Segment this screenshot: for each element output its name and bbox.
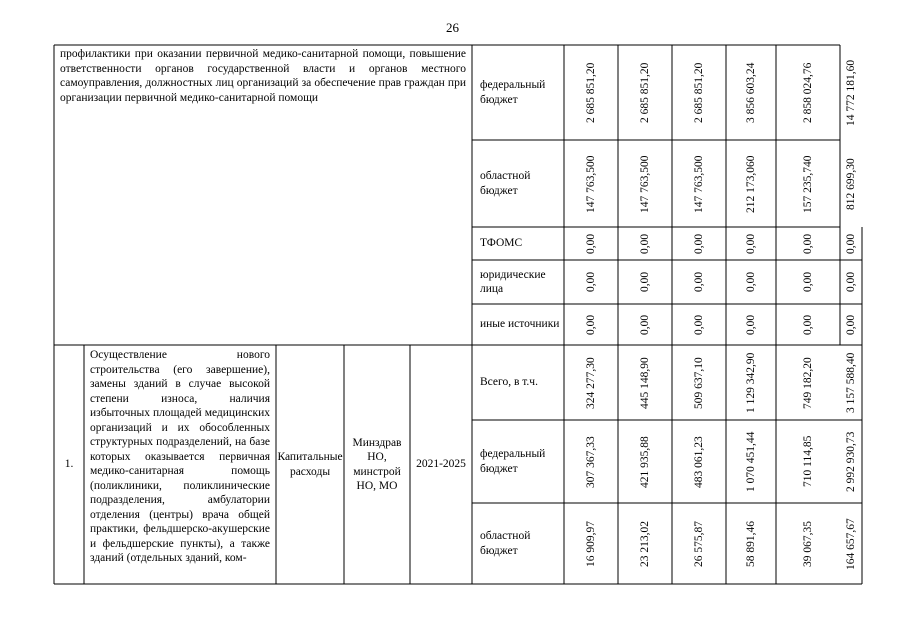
value-cell: 0,00	[639, 233, 651, 254]
value-cell: 0,00	[845, 314, 857, 335]
value-cell: 324 277,30	[585, 356, 597, 409]
value-cell: 157 235,740	[802, 155, 814, 213]
value-cell: 0,00	[639, 271, 651, 292]
value-cell: 23 213,02	[639, 520, 651, 567]
top-description: профилактики при оказании первичной медико-санитарной помощи, повышение ответственности органов государственной власти и органов местного самоуправления, должностных лиц организаций за обеспечение прав граждан при организации первичной медико-санитарной помощи	[60, 48, 466, 104]
value-cell: 26 575,87	[693, 520, 705, 567]
value-cell: 16 909,97	[585, 520, 597, 567]
value-cell: 509 637,10	[693, 356, 705, 409]
value-cell: 812 699,30	[845, 157, 857, 210]
value-cell: 14 772 181,60	[845, 59, 857, 126]
source-label: ТФОМС	[480, 237, 523, 250]
item-executor: Минздрав НО, минстрой НО, МО	[352, 436, 402, 492]
value-cell: 3 157 588,40	[845, 352, 857, 413]
value-cell: 445 148,90	[639, 356, 651, 409]
value-cell: 2 992 930,73	[845, 431, 857, 492]
source-label: федеральный бюджет	[480, 448, 546, 475]
value-cell: 0,00	[802, 271, 814, 292]
value-cell: 0,00	[802, 314, 814, 335]
value-cell: 307 367,33	[585, 435, 597, 488]
source-label: областной бюджет	[480, 170, 531, 197]
value-cell: 2 858 024,76	[802, 62, 814, 123]
value-cell: 0,00	[802, 233, 814, 254]
value-cell: 212 173,060	[745, 155, 757, 213]
value-cell: 0,00	[693, 314, 705, 335]
value-cell: 0,00	[745, 233, 757, 254]
source-label: Всего, в т.ч.	[480, 376, 538, 389]
value-cell: 147 763,500	[639, 155, 651, 213]
source-label: областной бюджет	[480, 530, 531, 557]
value-cell: 483 061,23	[693, 435, 705, 488]
value-cell: 0,00	[585, 233, 597, 254]
value-cell: 0,00	[845, 233, 857, 254]
value-cell: 710 114,85	[802, 435, 814, 487]
value-cell: 58 891,46	[745, 520, 757, 567]
value-cell: 147 763,500	[585, 155, 597, 213]
value-cell: 421 935,88	[639, 435, 651, 488]
value-cell: 749 182,20	[802, 356, 814, 409]
value-cell: 0,00	[585, 314, 597, 335]
value-cell: 2 685 851,20	[693, 62, 705, 123]
value-cell: 0,00	[693, 271, 705, 292]
item-period: 2021-2025	[416, 458, 466, 471]
value-cell: 164 657,67	[845, 517, 857, 570]
value-cell: 1 129 342,90	[745, 352, 757, 413]
value-cell: 2 685 851,20	[585, 62, 597, 123]
value-cell: 3 856 603,24	[745, 62, 757, 123]
page-number: 26	[446, 20, 459, 35]
value-cell: 0,00	[693, 233, 705, 254]
value-cell: 0,00	[639, 314, 651, 335]
source-label: федеральный бюджет	[480, 79, 546, 106]
value-cell: 1 070 451,44	[745, 431, 757, 492]
source-label: иные источники	[480, 318, 560, 331]
value-cell: 2 685 851,20	[639, 62, 651, 123]
item-type: Капитальные расходы	[277, 451, 343, 478]
value-cell: 0,00	[845, 271, 857, 292]
item-number: 1.	[64, 458, 74, 471]
source-label: юридические лица	[480, 268, 546, 295]
value-cell: 147 763,500	[693, 155, 705, 213]
value-cell: 0,00	[745, 314, 757, 335]
value-cell: 0,00	[745, 271, 757, 292]
value-cell: 0,00	[585, 271, 597, 292]
item-description: Осуществление нового строительства (его завершение), замены зданий в случае высокой степени износа, наличия избыточных площадей медицинских организаций и их обособленных структурных подразделений, на базе которых оказывается первичная медико-санитарная помощь (поликлиники, поликлинические подразделения, амбулатории отделения (центры) врача общей практики, фельдшерско-акушерские и фельдшерские пункты), а также зданий (отдельных зданий, ком-	[90, 349, 270, 564]
value-cell: 39 067,35	[802, 520, 814, 567]
